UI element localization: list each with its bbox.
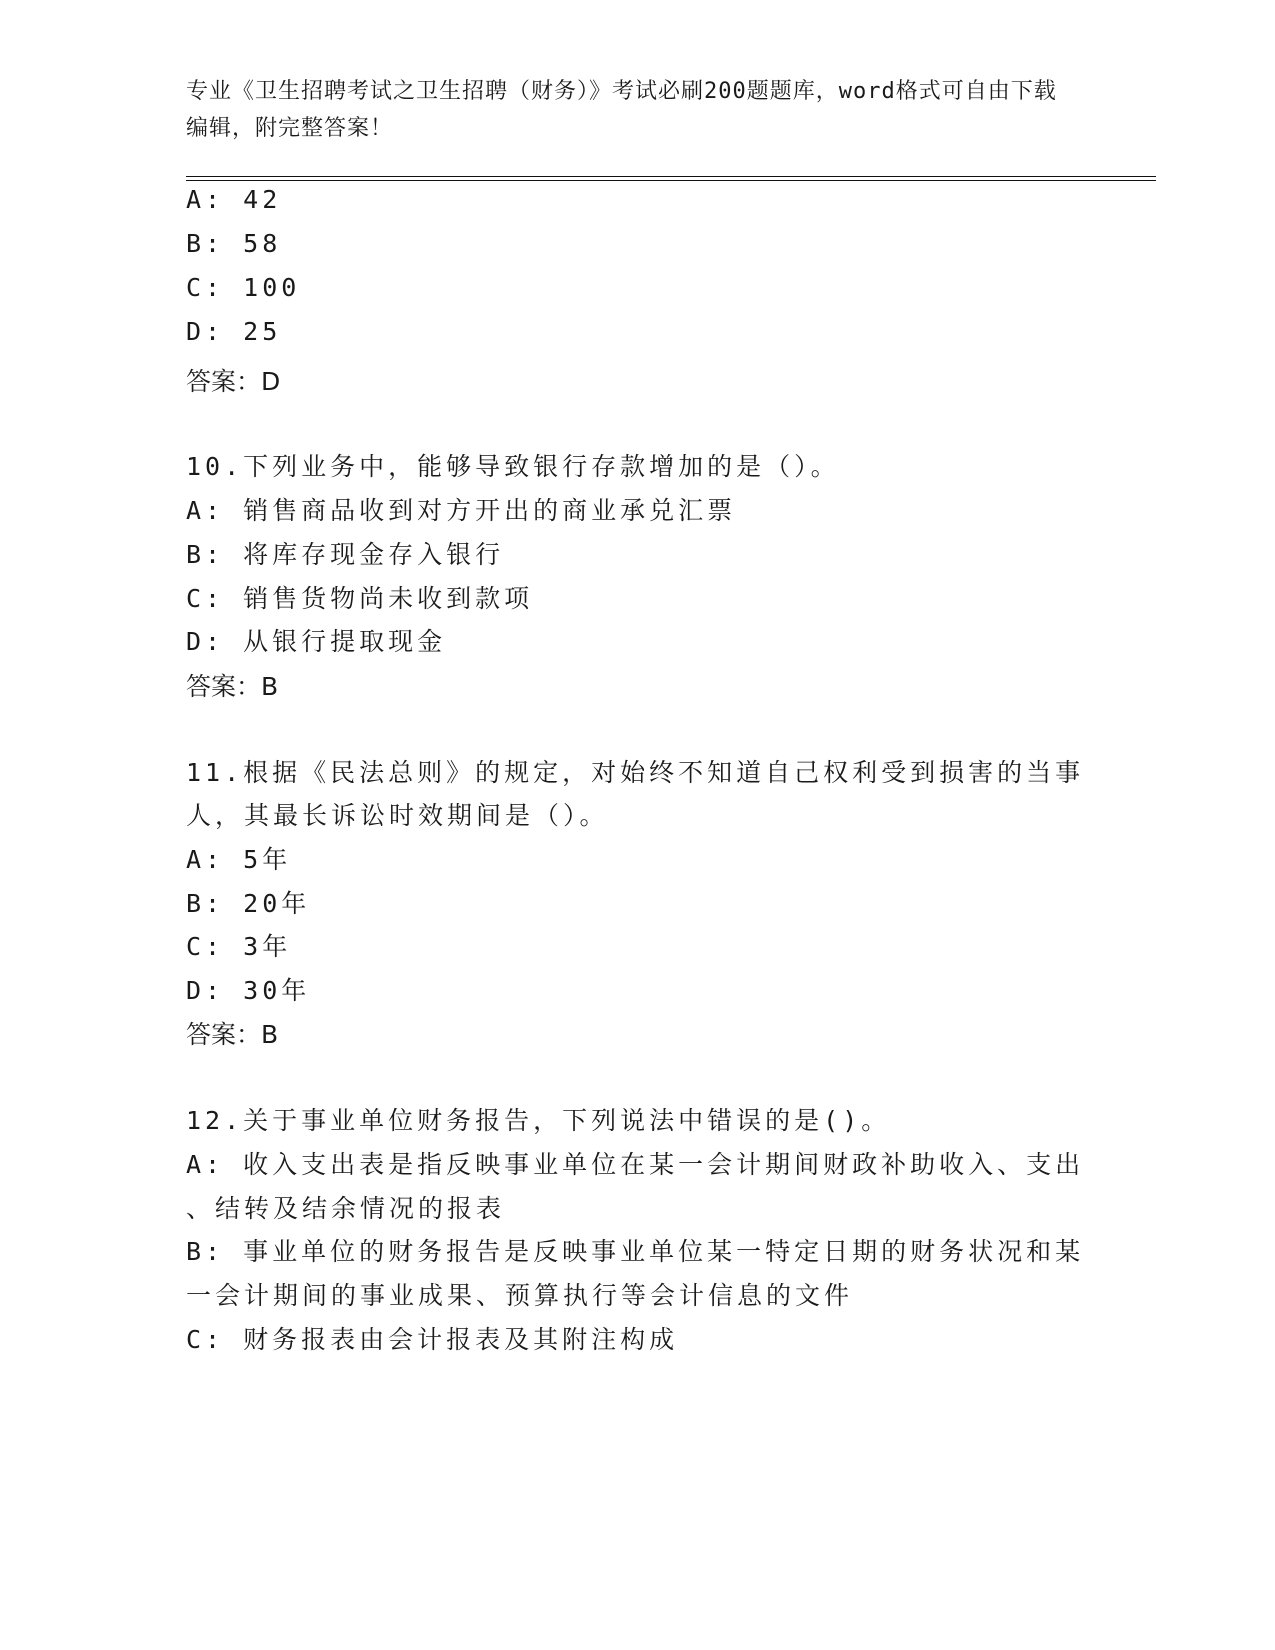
q11-option-b: B: 20年: [186, 889, 311, 918]
q12-question: 12.关于事业单位财务报告，下列说法中错误的是()。: [186, 1106, 891, 1135]
q10-option-d: D: 从银行提取现金: [186, 627, 447, 656]
q10-answer: 答案：B: [186, 672, 279, 701]
q10-option-a: A: 销售商品收到对方开出的商业承兑汇票: [186, 496, 737, 525]
q12-option-b-line-2: 一会计期间的事业成果、预算执行等会计信息的文件: [186, 1281, 854, 1310]
q12-option-b-line-1: B: 事业单位的财务报告是反映事业单位某一特定日期的财务状况和某: [186, 1237, 1085, 1266]
q9-answer: 答案：D: [186, 367, 281, 396]
q10-question: 10.下列业务中，能够导致银行存款增加的是（）。: [186, 452, 840, 481]
q9-option-d: D: 25: [186, 317, 282, 346]
q12-option-c: C: 财务报表由会计报表及其附注构成: [186, 1325, 679, 1354]
q9-option-a: A: 42: [186, 185, 282, 214]
q11-answer: 答案：B: [186, 1020, 279, 1049]
q12-option-a-line-1: A: 收入支出表是指反映事业单位在某一会计期间财政补助收入、支出: [186, 1150, 1085, 1179]
q11-question-line-1: 11.根据《民法总则》的规定，对始终不知道自己权利受到损害的当事: [186, 758, 1085, 787]
q10-option-c: C: 销售货物尚未收到款项: [186, 584, 534, 613]
q11-option-a: A: 5年: [186, 845, 292, 874]
q11-question-line-2: 人，其最长诉讼时效期间是（）。: [186, 801, 609, 830]
document-header: 专业《卫生招聘考试之卫生招聘（财务）》考试必刷200题题库，word格式可自由下载编辑，附完整答案！: [186, 79, 1057, 141]
q11-option-c: C: 3年: [186, 932, 292, 961]
q10-option-b: B: 将库存现金存入银行: [186, 540, 505, 569]
header-divider: [186, 176, 1156, 181]
q11-option-d: D: 30年: [186, 976, 311, 1005]
q9-option-c: C: 100: [186, 273, 301, 302]
q9-option-b: B: 58: [186, 229, 282, 258]
q12-option-a-line-2: 、结转及结余情况的报表: [186, 1194, 506, 1223]
